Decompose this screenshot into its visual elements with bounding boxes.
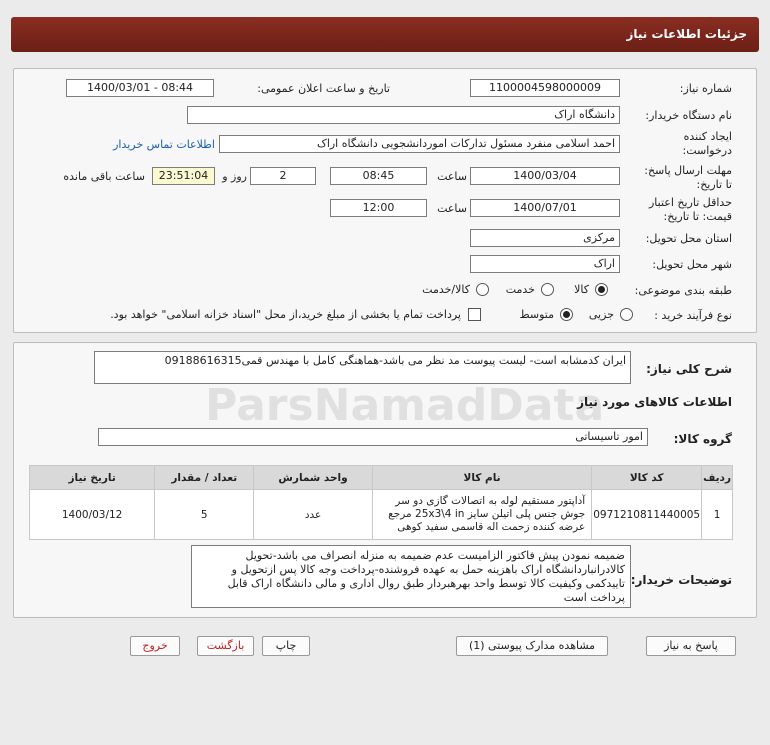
validity-date-field: 1400/07/01 [470,199,620,217]
col-code-header: کد کالا [592,466,702,490]
province-label: استان محل تحویل: [645,232,732,245]
cell-row: 1 [702,490,733,540]
province-field: مرکزی [470,229,620,247]
process-radio-small[interactable] [620,308,633,321]
category-radio-goods-service[interactable] [476,283,489,296]
need-description-label: شرح کلی نیاز: [646,362,732,376]
goods-info-title: اطلاعات کالاهای مورد نیاز [577,395,732,409]
need-number-field: 1100004598000009 [470,79,620,97]
reply-date-field: 1400/03/04 [470,167,620,185]
announce-field: 1400/03/01 - 08:44 [66,79,214,97]
col-qty-header: تعداد / مقدار [155,466,254,490]
process-label: نوع فرآیند خرید : [654,309,732,322]
cell-date: 1400/03/12 [30,490,155,540]
table-row [30,490,733,540]
col-date-header: تاریخ نیاز [30,466,155,490]
city-label: شهر محل تحویل: [652,258,732,271]
days-remaining-field: 2 [250,167,316,185]
back-button[interactable]: بازگشت [197,636,254,656]
city-field: اراک [470,255,620,273]
cell-unit: عدد [254,490,373,540]
page-title: جزئیات اطلاعات نیاز [626,27,747,41]
page-header [11,17,759,52]
cell-code: 0971210811440005 [592,490,702,540]
remaining-time-label: ساعت باقی مانده [63,170,145,183]
treasury-payment-checkbox[interactable] [468,308,481,321]
remaining-time-field: 23:51:04 [152,167,215,185]
cell-qty: 5 [155,490,254,540]
reply-time-label: ساعت [437,170,467,183]
exit-button[interactable]: خروج [130,636,180,656]
category-radio-service[interactable] [541,283,554,296]
reply-time-field: 08:45 [330,167,427,185]
process-option-small: جزیی [588,308,614,321]
goods-group-label: گروه کالا: [673,432,732,446]
requester-label-2: درخواست: [682,144,732,157]
process-option-medium: متوسط [519,308,554,321]
buyer-org-field: دانشگاه اراک [187,106,620,124]
attachments-button[interactable]: مشاهده مدارک پیوستی (1) [456,636,608,656]
buyer-org-label: نام دستگاه خریدار: [645,109,732,122]
need-number-label: شماره نیاز: [679,82,732,95]
requester-field: احمد اسلامی منفرد مسئول تدارکات اموردانشجویی دانشگاه اراک [219,135,620,153]
col-row-header: ردیف [702,466,733,490]
goods-group-field: امور تاسیساتی [98,428,648,446]
reply-deadline-label-1: مهلت ارسال پاسخ: [644,164,732,177]
reply-button[interactable]: پاسخ به نیاز [646,636,736,656]
announce-label: تاریخ و ساعت اعلان عمومی: [257,82,390,95]
validity-time-field: 12:00 [330,199,427,217]
process-radio-medium[interactable] [560,308,573,321]
category-option-service: خدمت [505,283,535,296]
price-validity-label-1: حداقل تاریخ اعتبار [648,196,732,209]
category-label: طبقه بندی موضوعی: [634,284,732,297]
category-option-goods-service: کالا/خدمت [422,283,470,296]
col-unit-header: واحد شمارش [254,466,373,490]
cell-name: آداپتور مستقیم لوله به اتصالات گازی دو سر جوش جنس پلی اتیلن سایز 25x3\4 in مرجع عرضه کننده زحمت اله قاسمی سفید کوهی [372,490,591,540]
buyer-notes-label: توضیحات خریدار: [630,573,732,587]
need-description-field: ایران کدمشابه است- لیست پیوست مد نظر می باشد-هماهنگی کامل با مهندس قمی09188616315 [94,351,631,384]
buyer-notes-field: ضمیمه نمودن پیش فاکتور الزامیست عدم ضمیمه به منزله انصراف می باشد-تحویل کالادرانباردانشگاه اراک باهزینه حمل به عهده فروشنده-پرداخت وجه کالا پس ازتحویل و تاییدکمی وکیفیت کالا توسط واحد بهرهبردار طبق روال اداری و مالی دانشگاه اراک قابل پرداخت است [191,545,631,608]
requester-label-1: ایجاد کننده [683,130,732,143]
buyer-contact-link[interactable]: اطلاعات تماس خریدار [113,138,215,151]
print-button[interactable]: چاپ [262,636,310,656]
reply-deadline-label-2: تا تاریخ: [696,178,732,191]
validity-time-label: ساعت [437,202,467,215]
col-name-header: نام کالا [372,466,591,490]
price-validity-label-2: قیمت: تا تاریخ: [663,210,732,223]
treasury-payment-note: پرداخت تمام یا بخشی از مبلغ خرید،از محل "اسناد خزانه اسلامی" خواهد بود. [110,308,461,321]
category-radio-goods[interactable] [595,283,608,296]
days-label: روز و [222,170,247,183]
goods-table [29,465,733,540]
category-option-goods: کالا [574,283,589,296]
